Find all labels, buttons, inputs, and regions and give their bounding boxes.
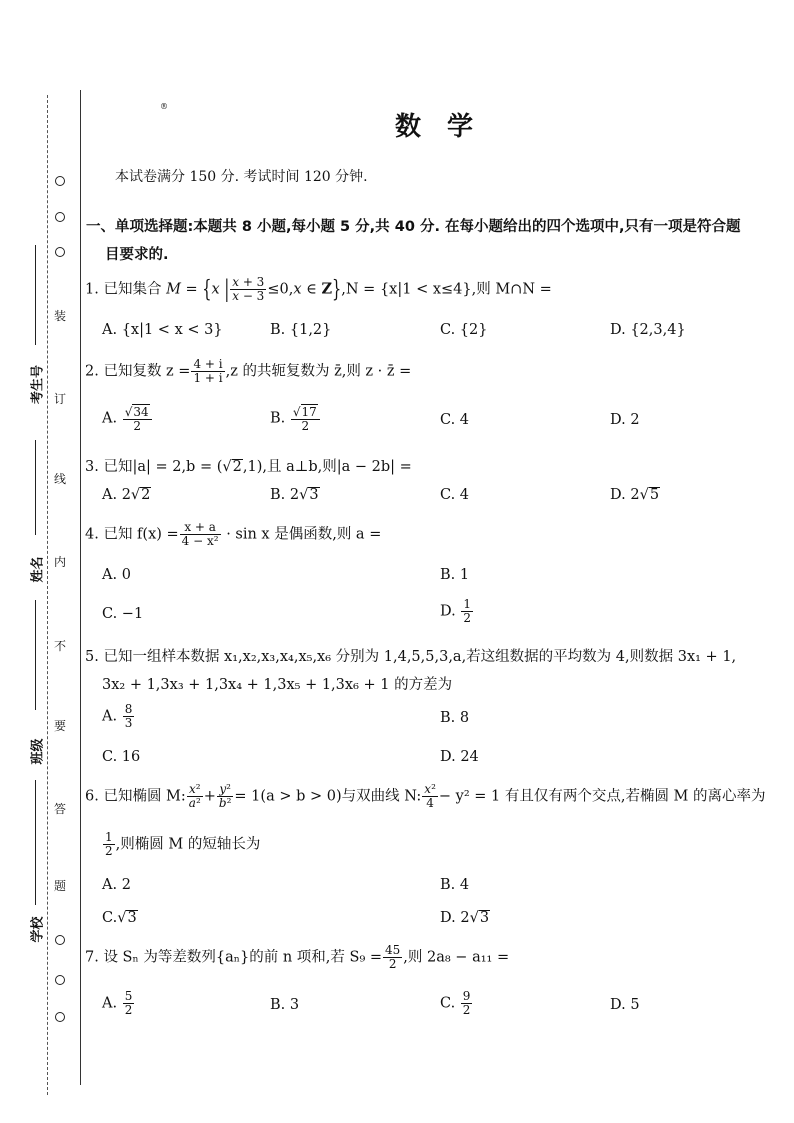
- q7-option-c[interactable]: C. $\frac{9}{2}$: [440, 989, 471, 1017]
- label-exam-number: 考生号: [30, 365, 46, 405]
- binding-char: 答: [54, 802, 67, 816]
- fill-line-school[interactable]: [35, 780, 36, 905]
- registered-mark: ®: [160, 102, 168, 111]
- q2-suffix: ,z 的共轭复数为 z̄,则 z · z̄ =: [225, 363, 412, 380]
- q5-option-a[interactable]: A. $\frac{8}{3}$: [102, 702, 133, 730]
- binding-char: 不: [54, 639, 67, 653]
- q3-option-a[interactable]: A. 2√2: [102, 487, 151, 503]
- q7-option-d[interactable]: D. 5: [610, 997, 640, 1013]
- question-7: 7. 设 Sₙ 为等差数列{aₙ}的前 n 项和,若 S₉ = $\frac{45}{2}$ ,则 2a₈ − a₁₁ =: [85, 943, 510, 971]
- binding-hole: [55, 247, 65, 257]
- q3-option-b[interactable]: B. 2√3: [270, 487, 319, 503]
- q7-option-a[interactable]: A. $\frac{5}{2}$: [102, 989, 133, 1017]
- question-6-line2: $\frac{1}{2}$ ,则椭圆 M 的短轴长为: [105, 830, 261, 858]
- q5-option-c[interactable]: C. 16: [102, 749, 141, 765]
- section-heading-line1: 一、单项选择题:本题共 8 小题,每小题 5 分,共 40 分. 在每小题给出的四个选项中,只有一项是符合题: [86, 219, 741, 235]
- binding-char: 线: [54, 472, 67, 486]
- q6-option-b[interactable]: B. 4: [440, 877, 470, 893]
- q2-option-b[interactable]: B. $\frac{√17}{2}$: [270, 404, 321, 433]
- binding-hole: [55, 176, 65, 186]
- fill-line-class[interactable]: [35, 600, 36, 710]
- question-2: [85, 358, 411, 385]
- q2-prefix: 2. 已知复数 z =: [85, 363, 191, 380]
- q7-option-b[interactable]: B. 3: [270, 997, 300, 1013]
- binding-dashed-line: [47, 95, 48, 1095]
- q6-option-d[interactable]: D. 2√3: [440, 910, 490, 926]
- q2-option-d[interactable]: D. 2: [610, 412, 640, 428]
- binding-solid-line: [80, 90, 81, 1085]
- q3-option-c[interactable]: C. 4: [440, 487, 470, 503]
- q1-set-fraction: $\frac{x + 3}{x - 3}$: [232, 275, 265, 303]
- q4-option-d[interactable]: D. $\frac{1}{2}$: [440, 597, 471, 625]
- label-class: 班级: [30, 738, 46, 765]
- section-heading-line2: 目要求的.: [105, 247, 169, 263]
- q4-option-a[interactable]: A. 0: [102, 567, 131, 583]
- q1-prefix: 1. 已知集合: [85, 281, 167, 298]
- binding-char: 装: [54, 309, 67, 323]
- binding-hole: [55, 212, 65, 222]
- q1-option-b[interactable]: B. {1,2}: [270, 322, 332, 338]
- q3-option-d[interactable]: D. 2√5: [610, 487, 660, 503]
- q1-option-a[interactable]: A. {x|1 < x < 3}: [102, 322, 223, 338]
- binding-hole: [55, 935, 65, 945]
- q4-option-b[interactable]: B. 1: [440, 567, 470, 583]
- label-school: 学校: [30, 916, 46, 943]
- q4-option-c[interactable]: C. −1: [102, 606, 144, 622]
- q1-condition: ≤0,: [267, 281, 294, 298]
- exam-intro: 本试卷满分 150 分. 考试时间 120 分钟.: [115, 169, 368, 185]
- binding-hole: [55, 975, 65, 985]
- question-3: 3. 已知|a| = 2,b = (√2,1),且 a⊥b,则|a − 2b| =: [85, 459, 412, 475]
- question-1: 1. 已知集合 M = {x | $\frac{x + 3}{x - 3}$ ≤0,x ∈ Z},N = {x|1 < x≤4},则 M∩N =: [85, 275, 552, 303]
- q1-option-d[interactable]: D. {2,3,4}: [610, 322, 686, 338]
- q6-option-a[interactable]: A. 2: [102, 877, 131, 893]
- fill-line-name[interactable]: [35, 440, 36, 535]
- q6-option-c[interactable]: C.√3: [102, 910, 137, 926]
- page-title: 数 学: [395, 112, 474, 142]
- q1-option-c[interactable]: C. {2}: [440, 322, 488, 338]
- fill-line-exam-number[interactable]: [35, 245, 36, 345]
- q2-fraction: $\frac{4 + i}{1 + i}$: [193, 357, 223, 385]
- binding-char: 要: [54, 719, 67, 733]
- question-5-line2: 3x₂ + 1,3x₃ + 1,3x₄ + 1,3x₅ + 1,3x₆ + 1 的方差为: [102, 677, 453, 693]
- q4-fraction: $\frac{x + a}{\text{4 − x²}}$: [181, 520, 219, 548]
- q2-option-c[interactable]: C. 4: [440, 412, 470, 428]
- question-6: 6. 已知椭圆 M: $\frac{\text{x²}}{\text{a²}}$ + $\frac{\text{y²}}{\text{b²}}$ = 1(a > b > 0)与双曲线 N: $\frac{\text{x²}}{4}$ − y² = 1 有且仅有两个交点,若椭圆 M 的离心率为: [85, 782, 766, 810]
- q5-option-d[interactable]: D. 24: [440, 749, 479, 765]
- question-5-line1: 5. 已知一组样本数据 x₁,x₂,x₃,x₄,x₅,x₆ 分别为 1,4,5,5,3,a,若这组数据的平均数为 4,则数据 3x₁ + 1,: [85, 649, 737, 665]
- q5-option-b[interactable]: B. 8: [440, 710, 470, 726]
- q1-suffix: ,N = {x|1 < x≤4},则 M∩N =: [341, 281, 552, 298]
- label-name: 姓名: [30, 556, 46, 583]
- binding-char: 内: [54, 555, 67, 569]
- binding-char: 题: [54, 879, 67, 893]
- question-4: 4. 已知 f(x) = $\frac{x + a}{\text{4 − x²}}$ · sin x 是偶函数,则 a =: [85, 520, 382, 548]
- binding-char: 订: [54, 392, 67, 406]
- q7-fraction: $\frac{45}{2}$: [385, 943, 401, 971]
- binding-hole: [55, 1012, 65, 1022]
- q2-option-a[interactable]: A. $\frac{√34}{2}$: [102, 404, 153, 433]
